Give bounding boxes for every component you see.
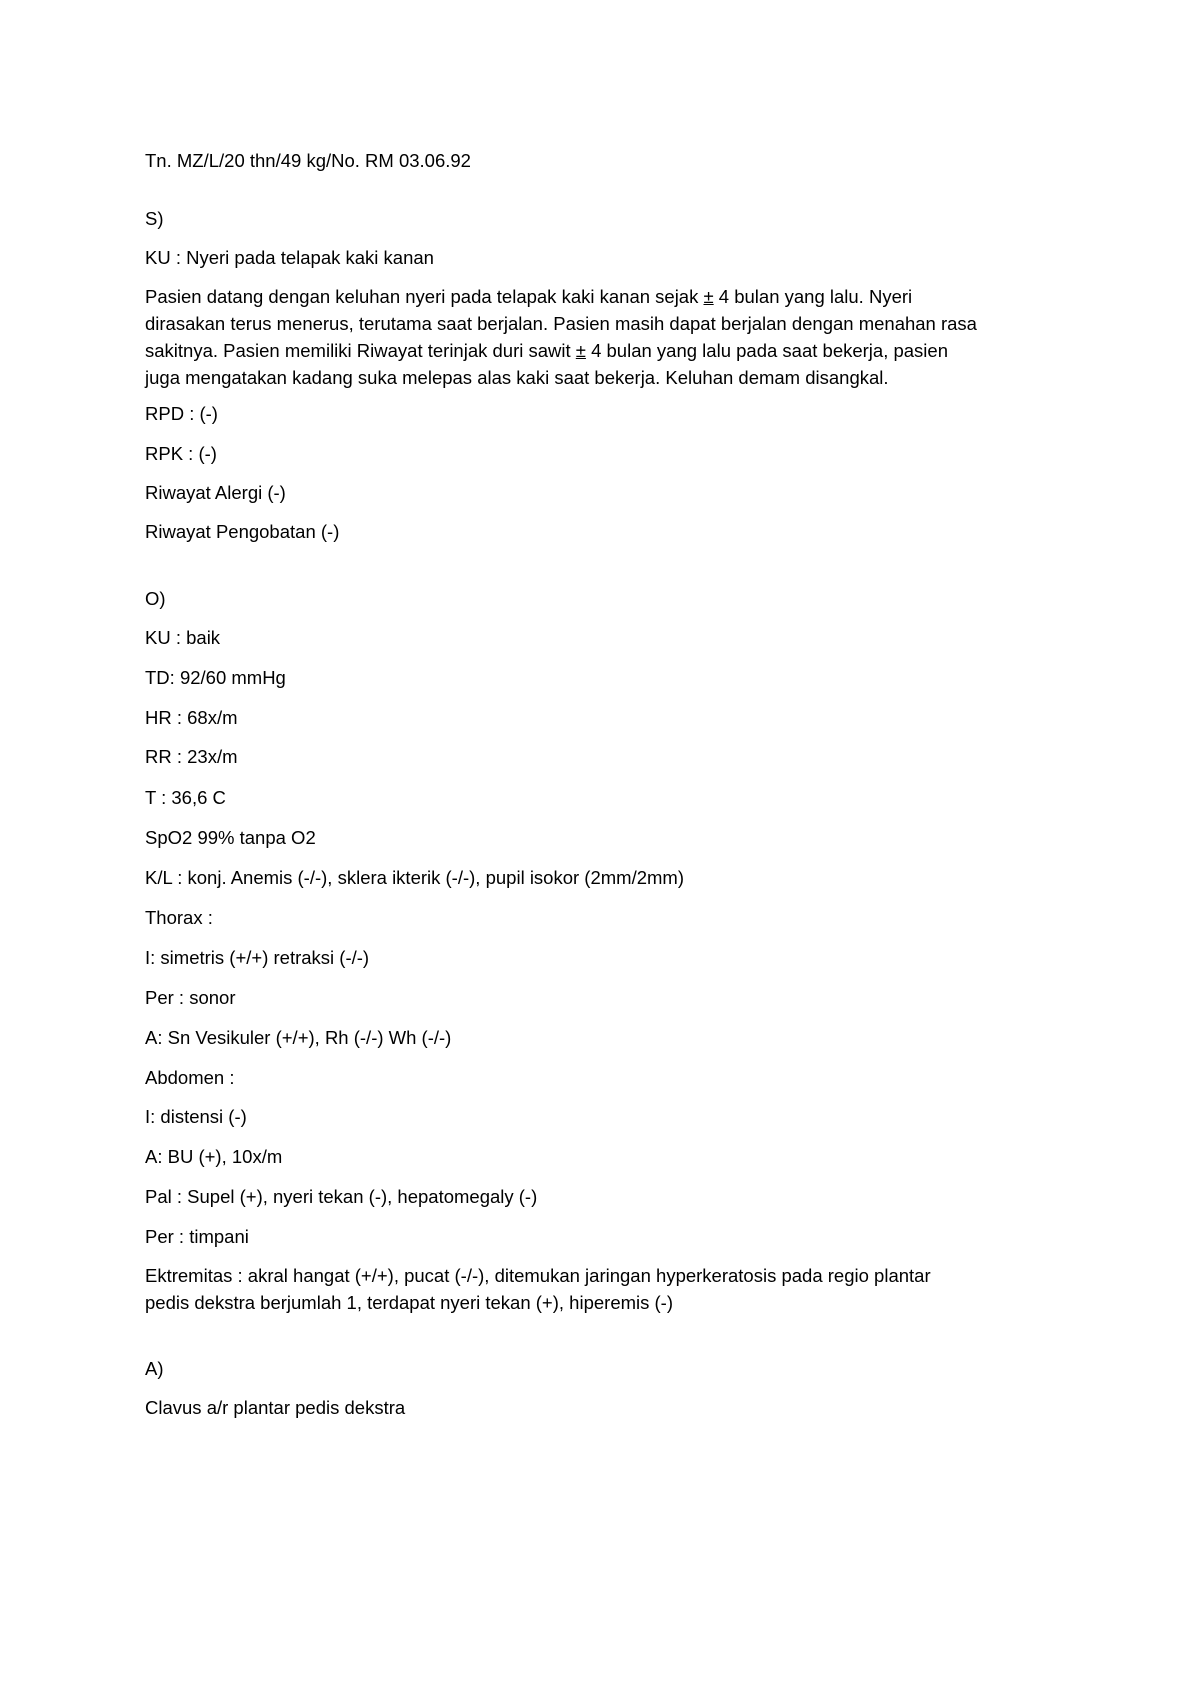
abdomen-palpation: Pal : Supel (+), nyeri tekan (-), hepatomegaly (-) [145,1186,538,1207]
extremities-paragraph [145,1262,1065,1316]
assessment-diagnosis: Clavus a/r plantar pedis dekstra [145,1397,406,1418]
assessment-heading: A) [145,1358,164,1379]
history-text: sakitnya. Pasien memiliki Riwayat terinjak duri sawit [145,340,576,361]
subjective-heading: S) [145,208,164,229]
objective-heading: O) [145,588,166,609]
history-line-3 [145,337,1065,364]
head-neck-exam: K/L : konj. Anemis (-/-), sklera ikterik (-/-), pupil isokor (2mm/2mm) [145,867,684,888]
temperature: T : 36,6 C [145,787,226,808]
history-text: Pasien datang dengan keluhan nyeri pada telapak kaki kanan sejak [145,286,704,307]
abdomen-percussion: Per : timpani [145,1226,249,1247]
subjective-ku: KU : Nyeri pada telapak kaki kanan [145,247,434,268]
history-text: 4 bulan yang lalu. Nyeri [713,286,913,307]
rpk: RPK : (-) [145,443,217,464]
abdomen-heading: Abdomen : [145,1067,235,1088]
abdomen-inspection: I: distensi (-) [145,1106,247,1127]
plus-minus-symbol: ± [575,340,586,361]
thorax-percussion: Per : sonor [145,987,236,1008]
history-line-1 [145,283,1065,310]
thorax-auscultation: A: Sn Vesikuler (+/+), Rh (-/-) Wh (-/-) [145,1027,452,1048]
history-paragraph [145,283,1065,391]
history-line-4: juga mengatakan kadang suka melepas alas kaki saat bekerja. Keluhan demam disangkal. [145,367,889,388]
thorax-inspection: I: simetris (+/+) retraksi (-/-) [145,947,370,968]
abdomen-auscultation: A: BU (+), 10x/m [145,1146,283,1167]
thorax-heading: Thorax : [145,907,213,928]
plus-minus-symbol: ± [703,286,714,307]
spo2: SpO2 99% tanpa O2 [145,827,316,848]
heart-rate: HR : 68x/m [145,707,238,728]
objective-ku: KU : baik [145,627,221,648]
extremities-line-1: Ektremitas : akral hangat (+/+), pucat (-/-), ditemukan jaringan hyperkeratosis pada regio plantar [145,1265,931,1286]
history-line-2: dirasakan terus menerus, terutama saat berjalan. Pasien masih dapat berjalan dengan menahan rasa [145,313,977,334]
rpd: RPD : (-) [145,403,218,424]
allergy-history: Riwayat Alergi (-) [145,482,286,503]
extremities-line-2: pedis dekstra berjumlah 1, terdapat nyeri tekan (+), hiperemis (-) [145,1292,673,1313]
patient-header: Tn. MZ/L/20 thn/49 kg/No. RM 03.06.92 [145,150,471,171]
blood-pressure: TD: 92/60 mmHg [145,667,286,688]
medication-history: Riwayat Pengobatan (-) [145,521,340,542]
history-text: 4 bulan yang lalu pada saat bekerja, pasien [585,340,948,361]
respiratory-rate: RR : 23x/m [145,746,238,767]
